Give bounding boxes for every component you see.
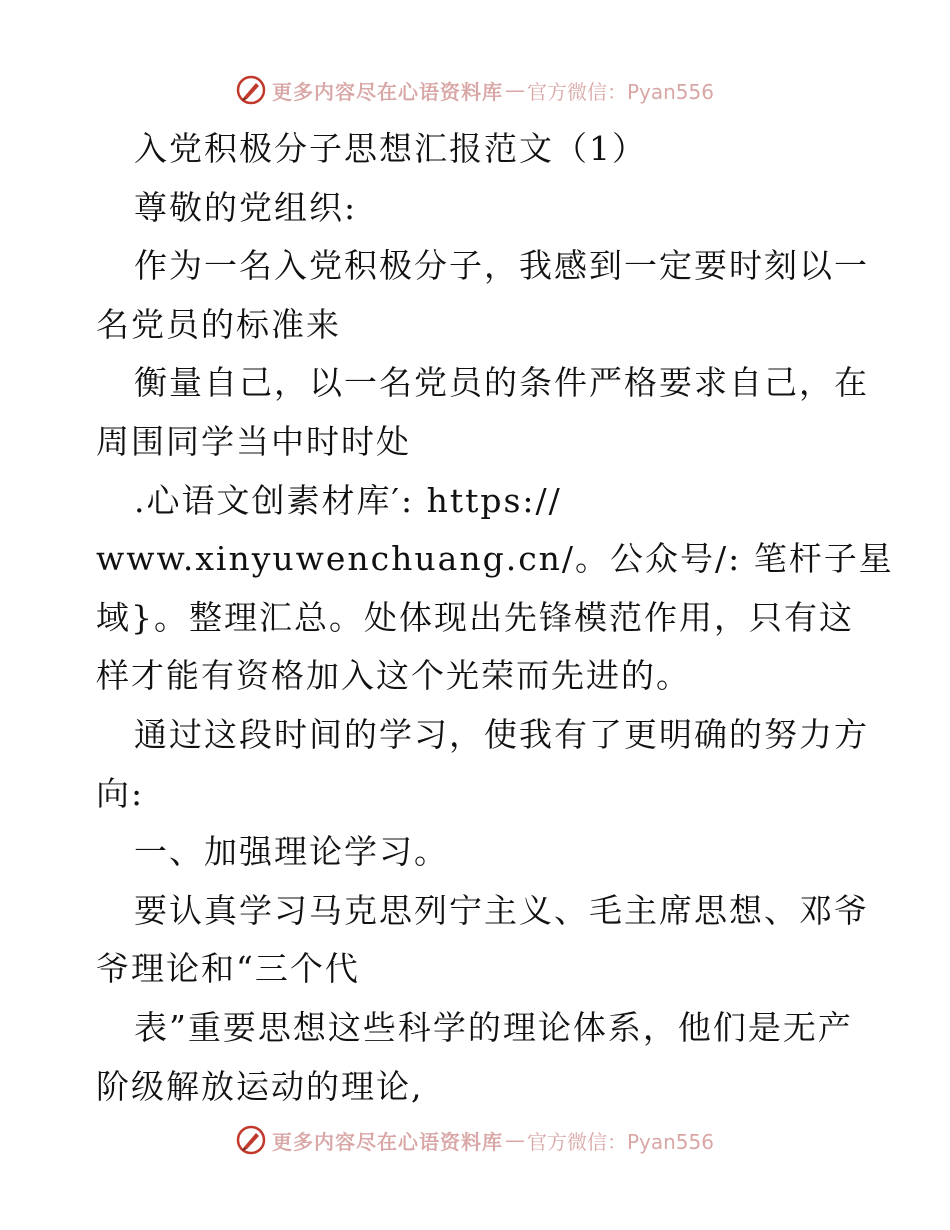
section-heading: 一、加强理论学习。 <box>134 832 449 872</box>
header-separator: — <box>504 78 525 102</box>
paragraph-line: 阶级解放运动的理论, <box>96 1066 424 1106</box>
paragraph-line: 域}。整理汇总。处体现出先锋模范作用，只有这 <box>96 597 854 637</box>
paragraph-line: .心语文创素材库′: https:// <box>134 480 562 520</box>
paragraph-line: 作为一名入党积极分子，我感到一定要时刻以一 <box>134 246 869 286</box>
paragraph-line: 衡量自己，以一名党员的条件严格要求自己，在 <box>134 363 869 403</box>
header-site-text: 更多内容尽在心语资料库 <box>271 79 503 104</box>
paragraph-line: 要认真学习马克思列宁主义、毛主席思想、邓爷 <box>134 890 869 930</box>
paragraph-line: www.xinyuwenchuang.cn/。公众号/: 笔杆子星 <box>96 539 894 579</box>
paragraph-line: 样才能有资格加入这个光荣而先进的。 <box>96 656 691 696</box>
footer-site-text: 更多内容尽在心语资料库 <box>271 1129 503 1154</box>
pen-logo-icon <box>236 1125 266 1155</box>
paragraph-line: 通过这段时间的学习，使我有了更明确的努力方 <box>134 714 869 754</box>
footer-separator: — <box>504 1128 525 1152</box>
footer-watermark <box>0 1120 950 1160</box>
paragraph-line: 表”重要思想这些科学的理论体系，他们是无产 <box>134 1007 853 1047</box>
salutation: 尊敬的党组织: <box>134 187 358 227</box>
paragraph-line: 向: <box>96 773 145 813</box>
footer-wechat-text: 官方微信：Pyan556 <box>526 1129 714 1154</box>
paragraph-line: 周围同学当中时时处 <box>96 421 411 461</box>
header-wechat-text: 官方微信：Pyan556 <box>526 79 714 104</box>
document-body <box>96 120 894 1116</box>
pen-logo-icon <box>236 75 266 105</box>
paragraph-line: 名党员的标准来 <box>96 304 341 344</box>
document-title: 入党积极分子思想汇报范文（1） <box>134 129 647 168</box>
paragraph-line: 爷理论和“三个代 <box>96 949 360 989</box>
header-watermark <box>0 70 950 110</box>
